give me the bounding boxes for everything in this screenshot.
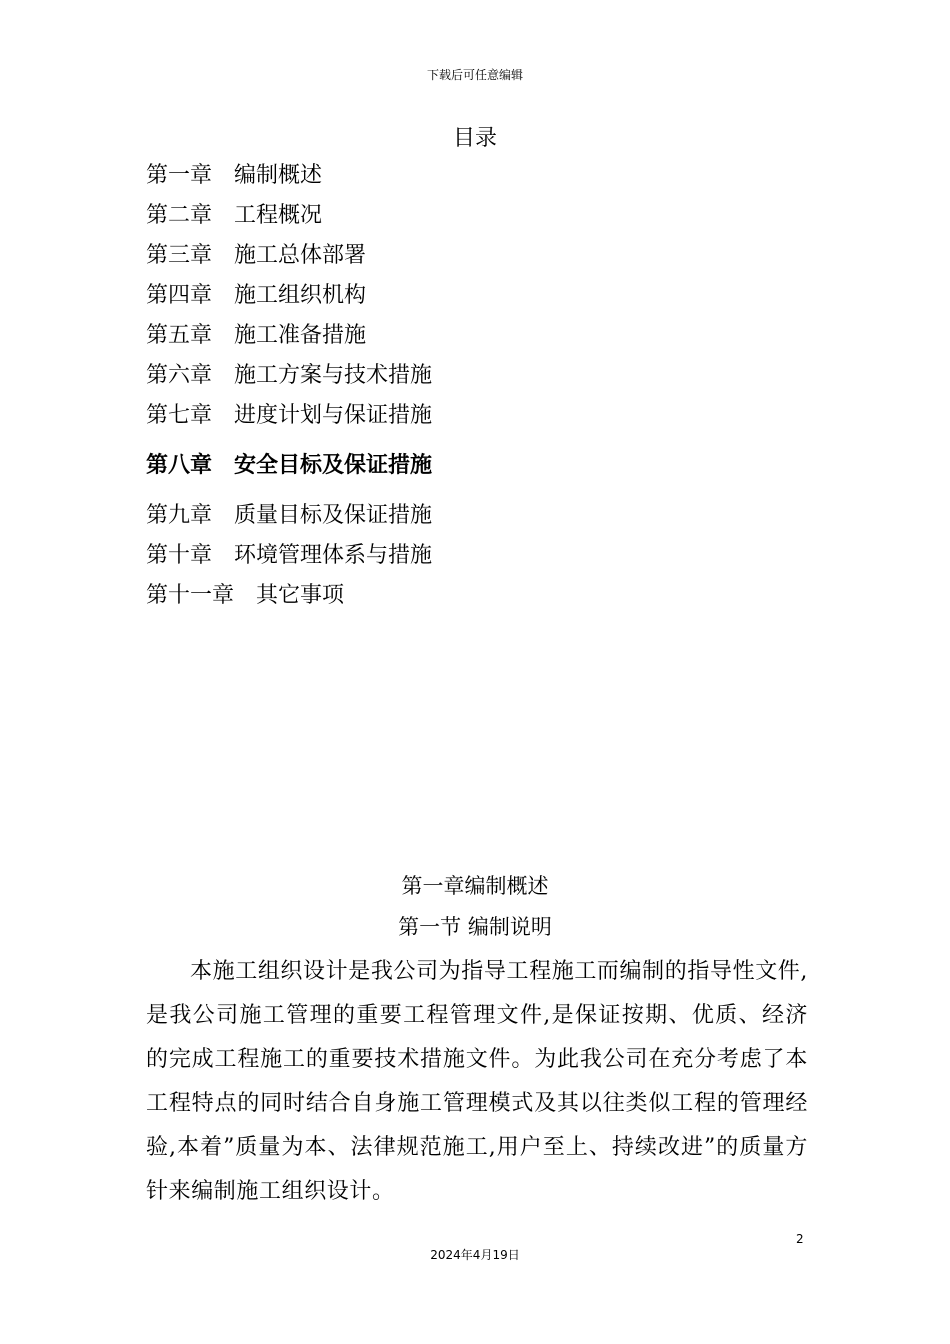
toc-chapter-number: 第七章 <box>146 403 213 428</box>
toc-chapter-name: 编制概述 <box>234 163 323 188</box>
toc-item-chapter-7 <box>146 400 432 432</box>
section-title: 第一节 编制说明 <box>398 915 552 939</box>
toc-item-chapter-6 <box>146 360 432 392</box>
toc-item-chapter-10 <box>146 540 432 572</box>
toc-chapter-name: 安全目标及保证措施 <box>234 453 433 478</box>
toc-item-chapter-5 <box>146 320 366 352</box>
toc-item-chapter-8 <box>146 450 432 482</box>
toc-item-chapter-2 <box>146 200 322 232</box>
toc-chapter-number: 第十章 <box>146 543 213 568</box>
toc-chapter-name: 工程概况 <box>234 203 323 228</box>
toc-chapter-number: 第四章 <box>146 283 213 308</box>
toc-chapter-name: 施工准备措施 <box>234 323 367 348</box>
toc-chapter-number: 第二章 <box>146 203 213 228</box>
toc-chapter-number: 第八章 <box>146 453 213 478</box>
chapter-title: 第一章编制概述 <box>401 874 549 898</box>
toc-chapter-name: 质量目标及保证措施 <box>234 503 433 528</box>
toc-chapter-name: 环境管理体系与措施 <box>234 543 433 568</box>
body-paragraph: 本施工组织设计是我公司为指导工程施工而编制的指导性文件,是我公司施工管理的重要工程管理文件,是保证按期、优质、经济的完成工程施工的重要技术措施文件。为此我公司在充分考虑了本工程特点的同时结合自身施工管理模式及其以往类似工程的管理经验,本着”质量为本、法律规范施工,用户至上、持续改进”的质量方针来编制施工组织设计。 <box>146 959 808 1204</box>
toc-chapter-name: 进度计划与保证措施 <box>234 403 433 428</box>
page-header: 下载后可任意编辑 <box>426 68 523 82</box>
page-footer-date: 2024年4月19日 <box>430 1248 520 1262</box>
toc-chapter-name: 施工组织机构 <box>234 283 367 308</box>
toc-item-chapter-3 <box>146 240 366 272</box>
toc-chapter-name: 施工方案与技术措施 <box>234 363 433 388</box>
toc-chapter-name: 其它事项 <box>256 583 345 608</box>
toc-title: 目录 <box>452 126 497 151</box>
toc-item-chapter-1 <box>146 160 322 192</box>
toc-item-chapter-4 <box>146 280 366 312</box>
toc-chapter-name: 施工总体部署 <box>234 243 367 268</box>
toc-chapter-number: 第十一章 <box>146 583 235 608</box>
toc-item-chapter-11 <box>146 580 344 612</box>
toc-chapter-number: 第五章 <box>146 323 213 348</box>
toc-item-chapter-9 <box>146 500 432 532</box>
toc-chapter-number: 第三章 <box>146 243 213 268</box>
toc-chapter-number: 第一章 <box>146 163 213 188</box>
toc-chapter-number: 第六章 <box>146 363 213 388</box>
toc-chapter-number: 第九章 <box>146 503 213 528</box>
page-number: 2 <box>796 1232 804 1246</box>
